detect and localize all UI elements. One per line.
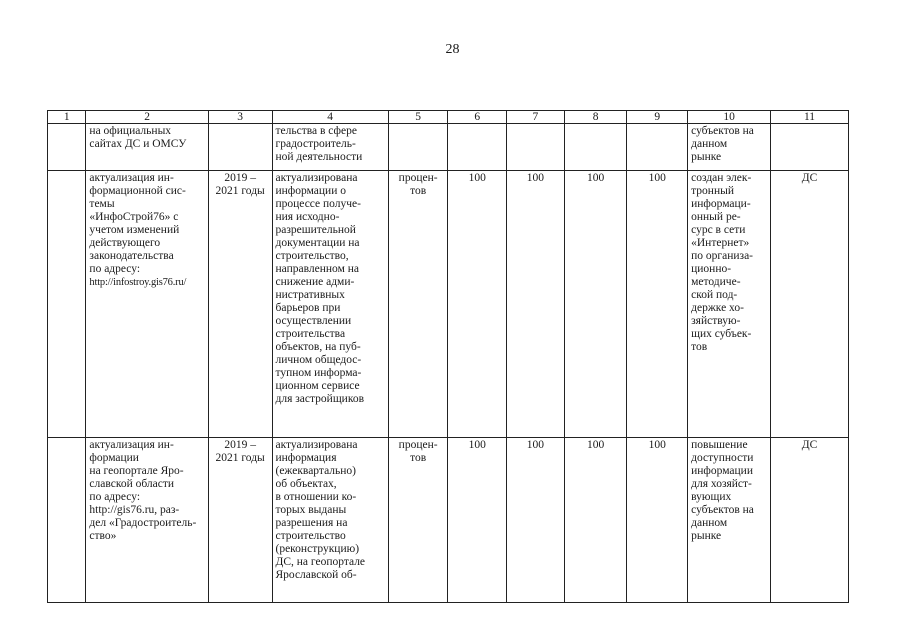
table-cell-period: 2019 – 2021 годы <box>208 438 272 603</box>
table-cell-period <box>208 124 272 171</box>
col-header-1: 1 <box>48 111 86 124</box>
table-cell-responsible: ДС <box>771 171 849 438</box>
measure-text: актуализация ин- формационной сис- темы «ИнфоСтрой76» с учетом изменений действующего законодательства по адресу: <box>89 172 186 275</box>
table-cell <box>48 438 86 603</box>
table-cell-result: повышение доступности информации для хозяйст- вующих субъектов на данном рынке <box>688 438 771 603</box>
table-cell-value-2021: 100 <box>564 438 627 603</box>
table-cell-measure <box>86 171 208 438</box>
table-cell-measure: на официальных сайтах ДС и ОМСУ <box>86 124 208 171</box>
col-header-4: 4 <box>272 111 388 124</box>
table-row-geoportal <box>48 438 849 603</box>
col-header-8: 8 <box>564 111 627 124</box>
page-number: 28 <box>445 42 460 57</box>
table-cell-result: создан элек- тронный информаци- онный ре- сурс в сети «Интернет» по организа- ционно- методиче- ской под- держке хо- зяйствую- щих субъек- тов <box>688 171 771 438</box>
col-header-6: 6 <box>448 111 507 124</box>
table-cell <box>48 171 86 438</box>
table-cell-value-2019: 100 <box>448 438 507 603</box>
col-header-5: 5 <box>388 111 448 124</box>
table-cell-value <box>448 124 507 171</box>
header-row <box>48 111 849 124</box>
table-cell-value <box>507 124 565 171</box>
table-cell-responsible <box>771 124 849 171</box>
table-row-infostroy <box>48 171 849 438</box>
table-cell-responsible: ДС <box>771 438 849 603</box>
table-cell-indicator: тельства в сфере градостроитель- ной деятельности <box>272 124 388 171</box>
measures-table <box>47 110 849 603</box>
table-cell-value-target: 100 <box>627 171 688 438</box>
table-cell-result: субъектов на данном рынке <box>688 124 771 171</box>
table-cell <box>48 124 86 171</box>
col-header-10: 10 <box>688 111 771 124</box>
col-header-2: 2 <box>86 111 208 124</box>
table-cell-period: 2019 – 2021 годы <box>208 171 272 438</box>
col-header-7: 7 <box>507 111 565 124</box>
table-cell-value-target: 100 <box>627 438 688 603</box>
col-header-3: 3 <box>208 111 272 124</box>
table-cell-value-2020: 100 <box>507 171 565 438</box>
table-cell-indicator: актуализирована информации о процессе получе- ния исходно- разрешительной документации на строительство, направленном на снижение адми- нистративных барьеров при осуществлении строительства объектов, на пуб- личном общедос- тупном информа- ционном сервисе для застройщиков <box>272 171 388 438</box>
table-cell-value-2021: 100 <box>564 171 627 438</box>
table-row-continuation <box>48 124 849 171</box>
table-cell-unit: процен- тов <box>388 438 448 603</box>
table-cell-measure: актуализация ин- формации на геопортале Яро- славской области по адресу: http://gis76.ru, раз- дел «Градостроитель- ство» <box>86 438 208 603</box>
table-cell-unit: процен- тов <box>388 171 448 438</box>
col-header-9: 9 <box>627 111 688 124</box>
table-cell-value <box>564 124 627 171</box>
table-cell-indicator: актуализирована информация (ежеквартально) об объектах, в отношении ко- торых выданы разрешения на строительство (реконструкцию) ДС, на геопортале Ярославской об- <box>272 438 388 603</box>
col-header-11: 11 <box>771 111 849 124</box>
table-cell-value-2019: 100 <box>448 171 507 438</box>
infostroy-url: http://infostroy.gis76.ru/ <box>89 277 187 288</box>
table-cell-value-2020: 100 <box>507 438 565 603</box>
table-cell-value <box>627 124 688 171</box>
table-cell-unit <box>388 124 448 171</box>
